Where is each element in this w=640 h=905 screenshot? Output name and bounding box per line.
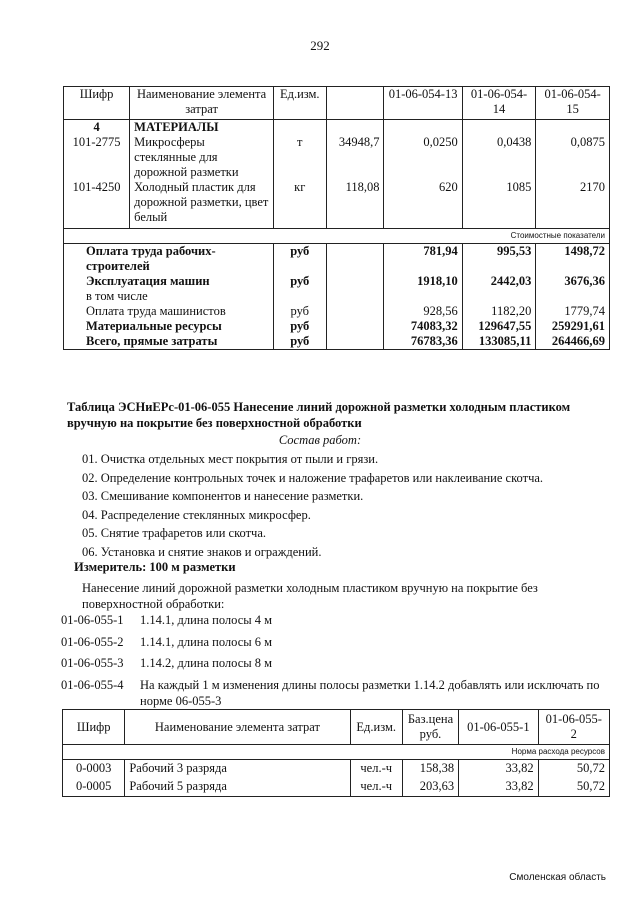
material-unit: т [274, 135, 327, 180]
table-title: Таблица ЭСНиЕРс-01-06-055 Нанесение линий дорожной разметки холодным пластиком вручную на покрытие без поверхностной обработки [67, 400, 571, 430]
list-item: 05. Снятие трафаретов или скотча. [82, 526, 267, 540]
table-row [64, 319, 610, 334]
norm-value: 50,72 [538, 778, 609, 797]
norm-value: 33,82 [459, 778, 538, 797]
header-norm-14: 01-06-054-14 [462, 87, 536, 120]
cost-unit: руб [274, 243, 327, 274]
table-row [64, 180, 610, 229]
caption-row [64, 229, 610, 244]
list-item: 04. Распределение стеклянных микросфер. [82, 507, 311, 522]
norm-value: 50,72 [538, 759, 609, 778]
list-item [61, 678, 611, 709]
norm-value: 1085 [462, 180, 536, 229]
resource-price: 203,63 [402, 778, 458, 797]
cost-name-cell [64, 274, 274, 304]
table-header-row [64, 87, 610, 120]
resources-table-055 [62, 709, 610, 797]
section-row [64, 120, 610, 136]
material-price: 34948,7 [326, 135, 384, 180]
table-row [64, 243, 610, 274]
variant-list [61, 613, 611, 715]
cost-value: 928,56 [384, 304, 462, 319]
cost-value: 1498,72 [536, 243, 610, 274]
resource-unit: чел.-ч [350, 778, 402, 797]
table-row [64, 274, 610, 304]
cost-value: 995,53 [462, 243, 536, 274]
variant-text: 1.14.1, длина полосы 4 м [140, 613, 273, 627]
intro-text: Нанесение линий дорожной разметки холодным пластиком вручную на покрытие без поверхностной обработки: [82, 581, 538, 611]
cost-value: 2442,03 [462, 274, 536, 304]
cost-value: 3676,36 [536, 274, 610, 304]
norm-value: 2170 [536, 180, 610, 229]
list-item [61, 613, 611, 629]
footer-region: Смоленская область [509, 872, 606, 883]
cost-unit: руб [274, 274, 327, 304]
header-price [326, 87, 384, 120]
cost-value: 74083,32 [384, 319, 462, 334]
header-code: Шифр [64, 87, 130, 120]
cost-value: 264466,69 [536, 334, 610, 350]
header-norm-13: 01-06-054-13 [384, 87, 462, 120]
list-item [61, 635, 611, 651]
header-norm-2: 01-06-055-2 [538, 710, 609, 745]
cost-subtitle: в том числе [86, 288, 148, 303]
cost-value: 259291,61 [536, 319, 610, 334]
norm-value: 0,0875 [536, 135, 610, 180]
cost-unit: руб [274, 319, 327, 334]
resource-price: 158,38 [402, 759, 458, 778]
norm-value: 620 [384, 180, 462, 229]
variant-text: 1.14.2, длина полосы 8 м [140, 656, 273, 671]
header-price: Баз.цена руб. [402, 710, 458, 745]
cost-value: 129647,55 [462, 319, 536, 334]
cost-value: 781,94 [384, 243, 462, 274]
material-price: 118,08 [326, 180, 384, 229]
header-unit: Ед.изм. [350, 710, 402, 745]
norm-caption: Норма расхода ресурсов [459, 745, 610, 760]
header-name: Наименование элемента затрат [130, 87, 274, 120]
caption-row [63, 745, 610, 760]
variant-code: 01-06-055-1 [61, 613, 124, 627]
list-item [61, 656, 611, 672]
cost-unit: руб [274, 334, 327, 350]
table-row [64, 334, 610, 350]
resource-name: Рабочий 5 разряда [125, 778, 350, 797]
cost-value: 133085,11 [462, 334, 536, 350]
cost-unit: руб [274, 304, 327, 319]
section-name: МАТЕРИАЛЫ [130, 120, 274, 136]
table-row [64, 304, 610, 319]
cost-value: 76783,36 [384, 334, 462, 350]
resource-unit: чел.-ч [350, 759, 402, 778]
cost-name: Оплата труда рабочих-строителей [64, 243, 274, 274]
cost-name: Материальные ресурсы [64, 319, 274, 334]
header-norm-1: 01-06-055-1 [459, 710, 538, 745]
list-item: 01. Очистка отдельных мест покрытия от пыли и грязи. [82, 452, 379, 466]
cost-name: Всего, прямые затраты [64, 334, 274, 350]
table-header-row [63, 710, 610, 745]
list-item: 03. Смешивание компонентов и нанесение разметки. [82, 489, 364, 503]
cost-value: 1182,20 [462, 304, 536, 319]
variant-text: На каждый 1 м изменения длины полосы разметки 1.14.2 добавлять или исключать по норме 06-055-3 [140, 677, 600, 708]
material-unit: кг [274, 180, 327, 229]
header-name: Наименование элемента затрат [125, 710, 350, 745]
norm-value: 0,0438 [462, 135, 536, 180]
resource-code: 0-0003 [63, 759, 125, 778]
table-row [64, 135, 610, 180]
variant-code: 01-06-055-2 [61, 634, 124, 649]
resources-table-054 [63, 86, 610, 350]
cost-caption: Стоимостные показатели [384, 229, 610, 244]
variant-text: 1.14.1, длина полосы 6 м [140, 634, 273, 649]
material-name: Микросферы стеклянные для дорожной разметки [130, 135, 274, 180]
list-item: 06. Установка и снятие знаков и ограждений. [82, 544, 322, 559]
norm-value: 0,0250 [384, 135, 462, 180]
header-norm-15: 01-06-054-15 [536, 87, 610, 120]
norm-value: 33,82 [459, 759, 538, 778]
list-item: 02. Определение контрольных точек и наложение трафаретов или наклеивание скотча. [82, 470, 544, 485]
material-code: 101-4250 [64, 180, 130, 229]
material-name: Холодный пластик для дорожной разметки, цвет белый [130, 180, 274, 229]
cost-name: Оплата труда машинистов [64, 304, 274, 319]
cost-name: Эксплуатация машин [86, 273, 210, 288]
resource-code: 0-0005 [63, 778, 125, 797]
variant-code: 01-06-055-4 [61, 677, 124, 692]
table-row [63, 778, 610, 797]
header-code: Шифр [63, 710, 125, 745]
cost-value: 1918,10 [384, 274, 462, 304]
resource-name: Рабочий 3 разряда [125, 759, 350, 778]
cost-value: 1779,74 [536, 304, 610, 319]
header-unit: Ед.изм. [274, 87, 327, 120]
variant-code: 01-06-055-3 [61, 656, 124, 671]
section-number: 4 [64, 120, 130, 136]
page-number: 292 [310, 38, 330, 53]
table-row [63, 759, 610, 778]
work-composition-list [82, 450, 543, 561]
work-composition-heading: Состав работ: [278, 433, 362, 447]
material-code: 101-2775 [64, 135, 130, 180]
measurement-unit: Измеритель: 100 м разметки [74, 560, 236, 574]
